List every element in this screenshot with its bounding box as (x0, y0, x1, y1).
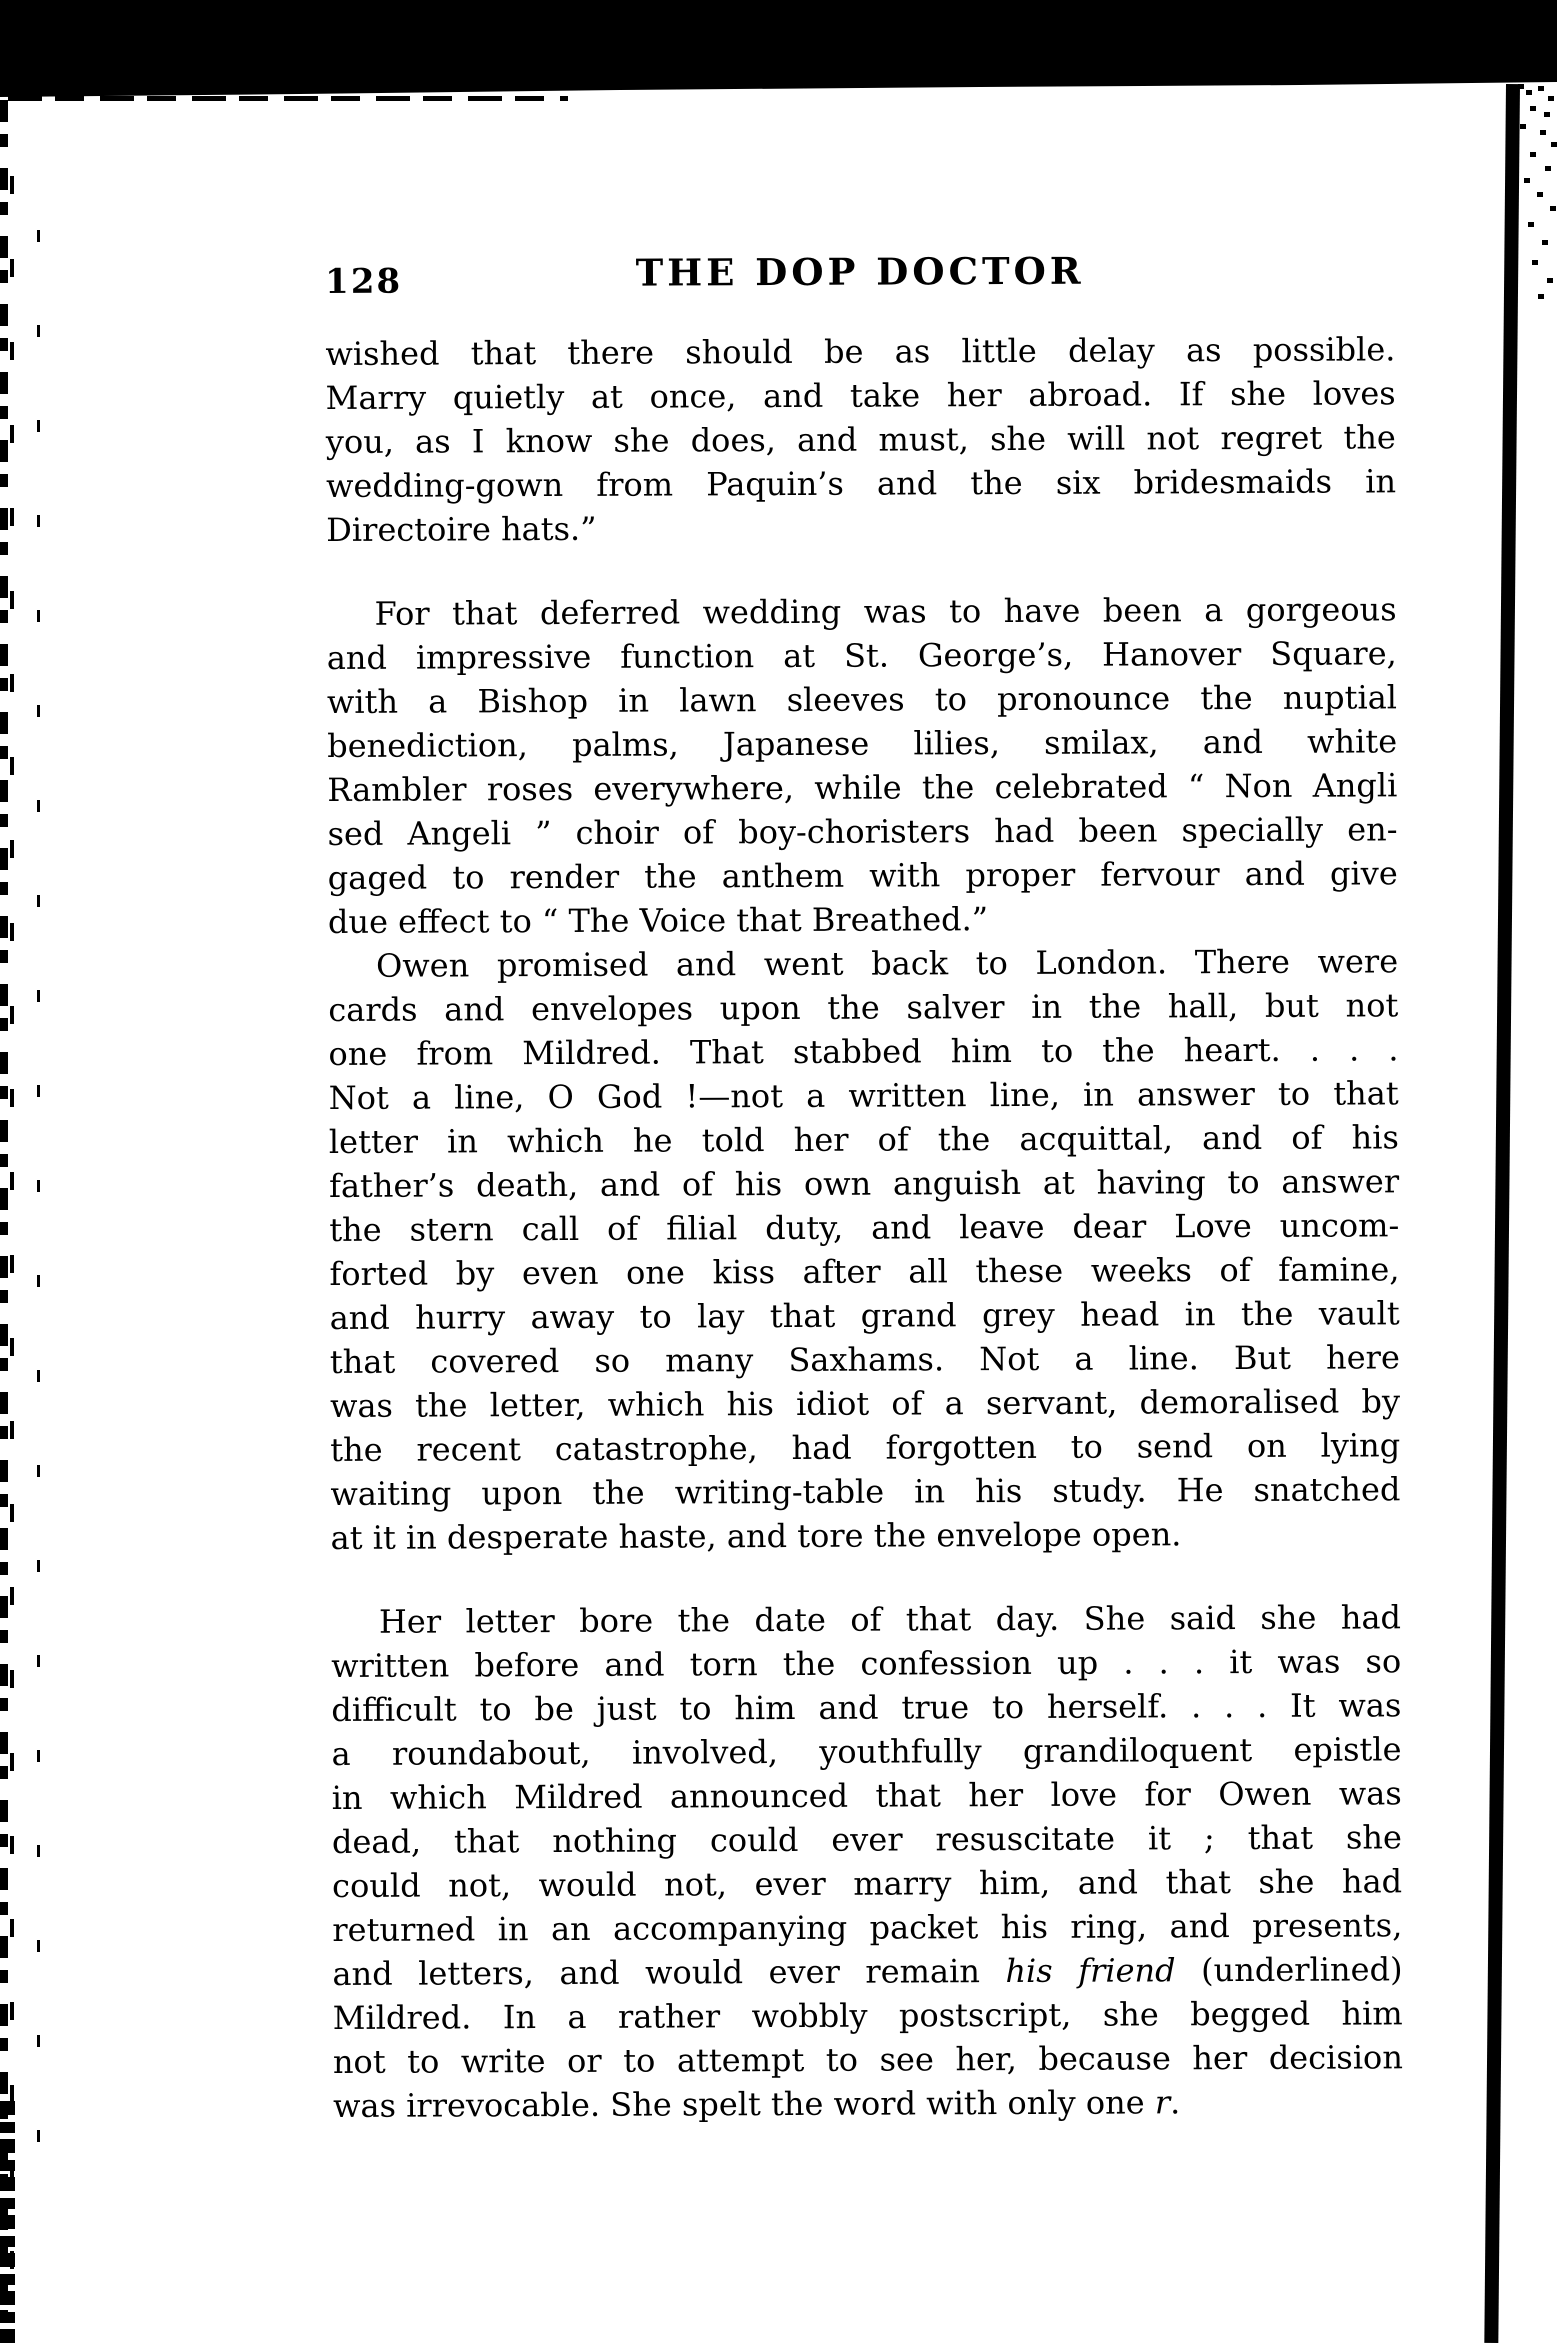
text-line: and impressive function at St. George’s, Hanover Square, (326, 634, 1397, 677)
scan-left-binding-noise (0, 2100, 15, 2343)
text-line: was irrevocable. She spelt the word with only one r. (333, 2083, 1181, 2125)
text-line: with a Bishop in lawn sleeves to pronounce the nuptial (326, 678, 1398, 721)
text-line: one from Mildred. That stabbed him to the heart. . . . (328, 1030, 1399, 1073)
text-line: Owen promised and went back to London. There were (376, 942, 1399, 985)
text-line: forted by even one kiss after all these weeks of famine, (329, 1250, 1400, 1293)
text-line: could not, would not, ever marry him, and that she had (332, 1862, 1403, 1905)
text-line: father’s death, and of his own anguish at having to answer (328, 1162, 1400, 1205)
paragraph (331, 1595, 1403, 2128)
scan-top-edge-dashes (8, 96, 568, 101)
text-line: a roundabout, involved, youthfully grandiloquent epistle (331, 1730, 1402, 1773)
paragraph (328, 939, 1401, 1560)
text-line: due effect to “ The Voice that Breathed.” (327, 900, 989, 941)
text-line: Not a line, O God !—not a written line, in answer to that (328, 1074, 1399, 1117)
text-line: Marry quietly at once, and take her abroad. If she loves (325, 374, 1396, 417)
text-line: cards and envelopes upon the salver in the hall, but not (328, 986, 1399, 1029)
text-line: at it in desperate haste, and tore the envelope open. (330, 1515, 1182, 1557)
scan-page-gutter-line (1484, 84, 1520, 2343)
text-line: sed Angeli ” choir of boy-choristers had been specially en- (327, 810, 1398, 853)
text-line: wedding-gown from Paquin’s and the six bridesmaids in (325, 462, 1397, 505)
text-line: Directoire hats.” (326, 509, 597, 549)
text-line: in which Mildred announced that her love for Owen was (331, 1774, 1402, 1817)
text-line: not to write or to attempt to see her, because her decision (332, 2038, 1403, 2081)
text-line: difficult to be just to him and true to herself. . . . It was (331, 1686, 1402, 1729)
text-line: the recent catastrophe, had forgotten to send on lying (330, 1426, 1401, 1469)
text-line: letter in which he told her of the acquittal, and of his (328, 1118, 1399, 1161)
paragraph (326, 587, 1398, 944)
scan-left-binding-noise (10, 150, 14, 2300)
running-title: THE DOP DOCTOR (635, 248, 1085, 295)
paragraph (325, 327, 1396, 552)
scan-left-binding-noise (37, 230, 40, 2180)
text-line: wished that there should be as little delay as possible. (325, 330, 1396, 373)
text-line: Mildred. In a rather wobbly postscript, she begged him (332, 1994, 1403, 2037)
text-line: benediction, palms, Japanese lilies, smilax, and white (327, 722, 1398, 765)
page-number: 128 (325, 261, 403, 302)
page-header (325, 247, 1395, 308)
scan-left-binding-noise (0, 100, 8, 2343)
text-line: Rambler roses everywhere, while the celebrated “ Non Angli (327, 766, 1398, 809)
text-line: Her letter bore the date of that day. She said she had (378, 1598, 1402, 1641)
text-line: For that deferred wedding was to have been a gorgeous (374, 590, 1397, 633)
text-line: written before and torn the confession up . . . it was so (331, 1642, 1402, 1685)
text-line: and letters, and would ever remain his friend (underlined) (332, 1950, 1403, 1993)
text-line: returned in an accompanying packet his ring, and presents, (332, 1906, 1403, 1949)
scan-corner-noise (1518, 84, 1557, 304)
text-line: gaged to render the anthem with proper fervour and give (327, 854, 1398, 897)
text-line: waiting upon the writing-table in his study. He snatched (330, 1470, 1401, 1513)
text-line: that covered so many Saxhams. Not a line. But here (329, 1338, 1400, 1381)
text-line: dead, that nothing could ever resuscitate it ; that she (331, 1818, 1403, 1861)
page-body (325, 327, 1403, 2128)
scan-top-edge (0, 0, 1557, 99)
text-line: you, as I know she does, and must, she will not regret the (325, 418, 1396, 461)
book-page (325, 247, 1403, 2128)
text-line: was the letter, which his idiot of a servant, demoralised by (329, 1382, 1401, 1425)
text-line: and hurry away to lay that grand grey head in the vault (329, 1294, 1400, 1337)
text-line: the stern call of filial duty, and leave dear Love uncom- (329, 1206, 1400, 1249)
